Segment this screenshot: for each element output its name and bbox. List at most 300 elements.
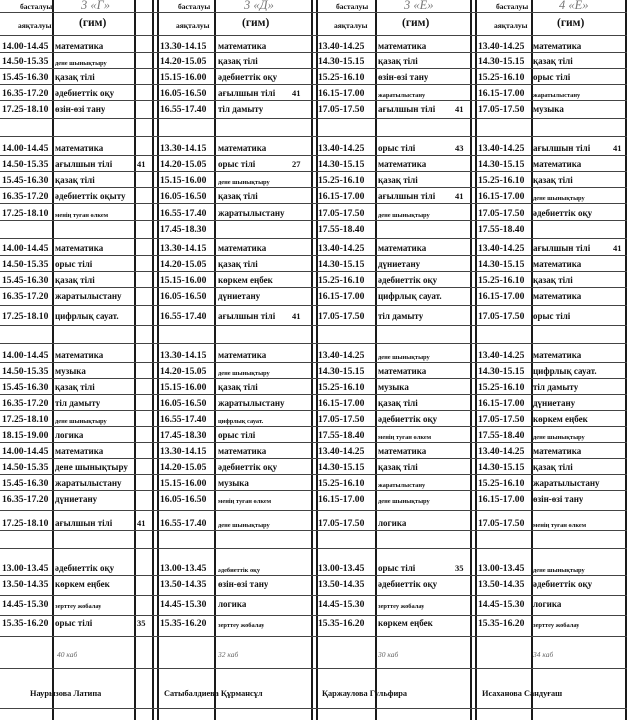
lesson-time: 17.05-17.50 xyxy=(478,311,525,322)
lesson-subject: тіл дамыту xyxy=(55,398,101,408)
lesson-time: 16.05-16.50 xyxy=(160,398,207,409)
lesson-subject: математика xyxy=(55,243,104,253)
grid-vertical-line xyxy=(470,0,472,720)
lesson-subject: әдебиеттік оқу xyxy=(378,579,438,589)
lesson-time: 13.00-13.45 xyxy=(160,563,207,574)
lesson-time: 14.45-15.30 xyxy=(318,599,365,610)
lesson-subject: дене шынықтыру xyxy=(55,462,128,472)
lesson-time: 15.25-16.10 xyxy=(318,382,365,393)
lesson-subject: дүниетану xyxy=(218,291,261,301)
lesson-subject: жаратылыстану xyxy=(55,291,122,301)
grid-horizontal-line xyxy=(0,668,627,669)
cabinet-label: 34 каб xyxy=(533,650,554,659)
lesson-subject: математика xyxy=(533,259,582,269)
lesson-time: 17.55-18.40 xyxy=(478,224,525,235)
lesson-subject: көркем еңбек xyxy=(533,414,588,424)
lesson-time: 14.30-15.15 xyxy=(318,462,365,473)
lesson-subject: дене шынықтыру xyxy=(218,179,270,186)
room-number: 41 xyxy=(292,311,301,321)
lesson-subject: орыс тілі xyxy=(378,143,416,153)
grid-horizontal-line xyxy=(0,271,627,272)
lesson-subject: әдебиеттік оқу xyxy=(55,563,115,573)
lesson-time: 16.05-16.50 xyxy=(160,494,207,505)
grid-horizontal-line xyxy=(0,287,627,288)
lesson-subject: математика xyxy=(218,41,267,51)
lesson-subject: әдебиеттік оқу xyxy=(533,208,593,218)
header-end-label: аяқталуы xyxy=(176,21,210,30)
grid-horizontal-line xyxy=(0,474,627,475)
lesson-subject: қазақ тілі xyxy=(218,382,258,392)
lesson-time: 16.55-17.40 xyxy=(160,311,207,322)
lesson-subject: менің туған өлкем xyxy=(533,522,587,529)
lesson-subject: ағылшын тілі xyxy=(55,159,113,169)
lesson-time: 16.35-17.20 xyxy=(2,291,49,302)
grid-vertical-line xyxy=(375,0,377,720)
lesson-subject: орыс тілі xyxy=(218,159,256,169)
lesson-subject: қазақ тілі xyxy=(218,56,258,66)
grid-horizontal-line xyxy=(0,595,627,596)
lesson-time: 14.30-15.15 xyxy=(478,462,525,473)
lesson-time: 14.30-15.15 xyxy=(478,56,525,67)
lesson-time: 13.00-13.45 xyxy=(2,563,49,574)
lesson-time: 18.15-19.00 xyxy=(2,430,49,441)
lesson-time: 16.55-17.40 xyxy=(160,104,207,115)
header-class-name: 4 «Е» xyxy=(559,0,589,11)
grid-horizontal-line xyxy=(0,510,627,511)
lesson-time: 16.15-17.00 xyxy=(318,398,365,409)
lesson-subject: менің туған өлкем xyxy=(378,434,432,441)
lesson-subject: жаратылыстану xyxy=(533,478,600,488)
lesson-subject: жаратылыстану xyxy=(378,482,426,489)
lesson-subject: қазақ тілі xyxy=(218,191,258,201)
grid-horizontal-line xyxy=(0,394,627,395)
lesson-time: 17.05-17.50 xyxy=(478,104,525,115)
lesson-time: 17.05-17.50 xyxy=(318,104,365,115)
lesson-time: 13.40-14.25 xyxy=(478,41,525,52)
lesson-subject: өзін-өзі тану xyxy=(533,494,584,504)
lesson-subject: көркем еңбек xyxy=(55,579,110,589)
lesson-subject: әдебиеттік оқыту xyxy=(55,191,126,201)
lesson-time: 14.20-15.05 xyxy=(160,159,207,170)
lesson-subject: ағылшын тілі xyxy=(533,243,591,253)
lesson-subject: математика xyxy=(533,350,582,360)
lesson-time: 15.45-16.30 xyxy=(2,478,49,489)
cabinet-label: 30 каб xyxy=(378,650,399,659)
lesson-time: 16.15-17.00 xyxy=(318,191,365,202)
lesson-subject: өзін-өзі тану xyxy=(218,579,269,589)
lesson-subject: математика xyxy=(533,291,582,301)
lesson-time: 16.55-17.40 xyxy=(160,414,207,425)
lesson-time: 16.35-17.20 xyxy=(2,398,49,409)
grid-horizontal-line xyxy=(0,410,627,411)
header-class-name: 3 «Е» xyxy=(404,0,434,11)
room-number: 43 xyxy=(455,143,464,153)
lesson-subject: өзін-өзі тану xyxy=(378,72,429,82)
lesson-subject: әдебиеттік оқу xyxy=(218,567,261,574)
lesson-time: 14.20-15.05 xyxy=(160,462,207,473)
lesson-subject: музыка xyxy=(55,366,86,376)
lesson-time: 13.40-14.25 xyxy=(318,446,365,457)
lesson-subject: цифрлық сауат. xyxy=(55,311,119,321)
lesson-time: 13.40-14.25 xyxy=(318,41,365,52)
lesson-subject: логика xyxy=(218,599,247,609)
lesson-time: 17.05-17.50 xyxy=(478,518,525,529)
lesson-time: 13.30-14.15 xyxy=(160,446,207,457)
lesson-time: 13.40-14.25 xyxy=(318,243,365,254)
lesson-subject: зерттеу жобалау xyxy=(378,603,425,610)
header-start-label: басталуы xyxy=(20,2,53,11)
room-number: 35 xyxy=(455,563,464,573)
lesson-subject: зерттеу жобалау xyxy=(533,622,580,629)
lesson-time: 15.25-16.10 xyxy=(478,478,525,489)
lesson-time: 13.40-14.25 xyxy=(478,350,525,361)
lesson-time: 13.30-14.15 xyxy=(160,41,207,52)
grid-horizontal-line xyxy=(0,305,627,306)
room-number: 35 xyxy=(137,618,146,628)
lesson-subject: дене шынықтыру xyxy=(55,60,107,67)
grid-horizontal-line xyxy=(0,238,627,239)
teacher-name: Қаржаулова Гульфира xyxy=(322,689,407,698)
grid-horizontal-line xyxy=(0,615,627,616)
lesson-time: 13.00-13.45 xyxy=(478,563,525,574)
lesson-subject: дене шынықтыру xyxy=(533,195,585,202)
grid-horizontal-line xyxy=(0,708,627,709)
lesson-subject: ағылшын тілі xyxy=(218,311,276,321)
lesson-time: 16.15-17.00 xyxy=(318,494,365,505)
header-shift-label: (гим) xyxy=(79,18,107,29)
lesson-subject: ағылшын тілі xyxy=(55,518,113,528)
lesson-subject: көркем еңбек xyxy=(218,275,273,285)
lesson-subject: логика xyxy=(55,430,84,440)
room-number: 41 xyxy=(137,518,146,528)
lesson-time: 14.00-14.45 xyxy=(2,41,49,52)
header-start-label: басталуы xyxy=(178,2,211,11)
lesson-subject: дүниетану xyxy=(378,259,421,269)
lesson-time: 17.25-18.10 xyxy=(2,518,49,529)
lesson-time: 14.50-15.35 xyxy=(2,159,49,170)
header-end-label: аяқталуы xyxy=(494,21,528,30)
lesson-subject: орыс тілі xyxy=(378,563,416,573)
lesson-subject: қазақ тілі xyxy=(378,398,418,408)
lesson-subject: музыка xyxy=(218,478,249,488)
lesson-subject: цифрлық сауат. xyxy=(533,366,597,376)
lesson-subject: қазақ тілі xyxy=(378,462,418,472)
cabinet-label: 32 каб xyxy=(218,650,239,659)
lesson-subject: қазақ тілі xyxy=(378,56,418,66)
lesson-subject: жаратылыстану xyxy=(218,208,285,218)
lesson-time: 14.30-15.15 xyxy=(318,159,365,170)
grid-vertical-line xyxy=(625,0,627,720)
room-number: 41 xyxy=(292,88,301,98)
header-class-name: 3 «Г» xyxy=(81,0,110,11)
lesson-subject: әдебиеттік оқу xyxy=(218,462,278,472)
grid-horizontal-line xyxy=(0,35,627,36)
lesson-subject: цифрлық сауат. xyxy=(378,291,442,301)
header-end-label: аяқталуы xyxy=(334,21,368,30)
lesson-subject: дене шынықтыру xyxy=(378,212,430,219)
lesson-time: 16.35-17.20 xyxy=(2,494,49,505)
lesson-subject: әдебиеттік оқу xyxy=(378,414,438,424)
lesson-time: 14.50-15.35 xyxy=(2,462,49,473)
teacher-name: Исаханова Сандуғаш xyxy=(482,689,563,698)
lesson-time: 16.05-16.50 xyxy=(160,88,207,99)
grid-horizontal-line xyxy=(0,548,627,549)
grid-horizontal-line xyxy=(0,84,627,85)
room-number: 41 xyxy=(455,191,464,201)
lesson-time: 14.20-15.05 xyxy=(160,259,207,270)
header-shift-label: (гим) xyxy=(402,18,430,29)
lesson-subject: зерттеу жобалау xyxy=(218,622,265,629)
grid-horizontal-line xyxy=(0,378,627,379)
header-shift-label: (гим) xyxy=(242,18,270,29)
lesson-time: 15.15-16.00 xyxy=(160,478,207,489)
lesson-subject: математика xyxy=(218,143,267,153)
grid-horizontal-line xyxy=(0,171,627,172)
lesson-subject: тіл дамыту xyxy=(533,382,579,392)
lesson-subject: орыс тілі xyxy=(55,259,93,269)
lesson-subject: дене шынықтыру xyxy=(378,354,430,361)
lesson-time: 14.30-15.15 xyxy=(318,259,365,270)
grid-vertical-line xyxy=(134,0,136,720)
lesson-subject: жаратылыстану xyxy=(218,398,285,408)
teacher-name: Наурызова Латипа xyxy=(30,689,102,698)
lesson-time: 14.30-15.15 xyxy=(478,366,525,377)
lesson-time: 16.15-17.00 xyxy=(318,291,365,302)
cabinet-label: 40 каб xyxy=(57,650,78,659)
lesson-subject: орыс тілі xyxy=(218,430,256,440)
lesson-subject: математика xyxy=(533,446,582,456)
lesson-time: 16.55-17.40 xyxy=(160,518,207,529)
lesson-subject: қазақ тілі xyxy=(533,275,573,285)
grid-horizontal-line xyxy=(0,118,627,119)
header-start-label: басталуы xyxy=(336,2,369,11)
lesson-time: 15.25-16.10 xyxy=(478,382,525,393)
lesson-subject: логика xyxy=(378,518,407,528)
grid-horizontal-line xyxy=(0,343,627,344)
lesson-time: 14.00-14.45 xyxy=(2,350,49,361)
lesson-time: 15.15-16.00 xyxy=(160,275,207,286)
teacher-name: Сатыбалдиева Құрмансұл xyxy=(164,689,263,698)
lesson-subject: зерттеу жобалау xyxy=(55,603,102,610)
lesson-subject: менің туған өлкем xyxy=(55,212,109,219)
lesson-time: 16.15-17.00 xyxy=(478,88,525,99)
lesson-time: 13.30-14.15 xyxy=(160,243,207,254)
lesson-time: 13.40-14.25 xyxy=(478,143,525,154)
lesson-time: 17.55-18.40 xyxy=(318,430,365,441)
lesson-subject: математика xyxy=(378,243,427,253)
lesson-subject: математика xyxy=(378,446,427,456)
lesson-time: 17.45-18.30 xyxy=(160,224,207,235)
lesson-subject: жаратылыстану xyxy=(533,92,581,99)
lesson-time: 14.30-15.15 xyxy=(318,56,365,67)
lesson-time: 16.15-17.00 xyxy=(318,88,365,99)
grid-vertical-line xyxy=(52,0,54,720)
lesson-time: 15.15-16.00 xyxy=(160,382,207,393)
lesson-time: 17.05-17.50 xyxy=(318,414,365,425)
lesson-subject: қазақ тілі xyxy=(378,175,418,185)
lesson-subject: математика xyxy=(55,446,104,456)
lesson-subject: дүниетану xyxy=(55,494,98,504)
lesson-time: 17.45-18.30 xyxy=(160,430,207,441)
lesson-time: 16.15-17.00 xyxy=(478,398,525,409)
grid-horizontal-line xyxy=(0,136,627,137)
lesson-time: 16.35-17.20 xyxy=(2,191,49,202)
lesson-time: 17.25-18.10 xyxy=(2,311,49,322)
grid-horizontal-line xyxy=(0,12,627,13)
lesson-subject: ағылшын тілі xyxy=(218,88,276,98)
grid-horizontal-line xyxy=(0,362,627,363)
lesson-time: 15.25-16.10 xyxy=(318,478,365,489)
grid-horizontal-line xyxy=(0,636,627,637)
lesson-time: 13.30-14.15 xyxy=(160,143,207,154)
lesson-subject: ағылшын тілі xyxy=(533,143,591,153)
lesson-time: 14.50-15.35 xyxy=(2,56,49,67)
lesson-subject: қазақ тілі xyxy=(55,275,95,285)
lesson-time: 13.50-14.35 xyxy=(318,579,365,590)
lesson-time: 15.35-16.20 xyxy=(318,618,365,629)
header-shift-label: (гим) xyxy=(557,18,585,29)
room-number: 41 xyxy=(455,104,464,114)
lesson-time: 13.50-14.35 xyxy=(478,579,525,590)
lesson-time: 14.45-15.30 xyxy=(160,599,207,610)
lesson-subject: дене шынықтыру xyxy=(55,418,107,425)
grid-horizontal-line xyxy=(0,325,627,326)
room-number: 27 xyxy=(292,159,301,169)
room-number: 41 xyxy=(613,243,622,253)
grid-horizontal-line xyxy=(0,458,627,459)
lesson-time: 13.00-13.45 xyxy=(318,563,365,574)
lesson-time: 15.25-16.10 xyxy=(318,72,365,83)
lesson-time: 14.50-15.35 xyxy=(2,259,49,270)
lesson-subject: математика xyxy=(218,243,267,253)
lesson-subject: математика xyxy=(218,350,267,360)
lesson-time: 13.40-14.25 xyxy=(318,350,365,361)
lesson-time: 16.15-17.00 xyxy=(478,291,525,302)
lesson-subject: дене шынықтыру xyxy=(533,567,585,574)
lesson-time: 13.30-14.15 xyxy=(160,350,207,361)
lesson-time: 14.00-14.45 xyxy=(2,143,49,154)
lesson-time: 15.25-16.10 xyxy=(478,275,525,286)
lesson-time: 15.25-16.10 xyxy=(478,72,525,83)
lesson-time: 15.15-16.00 xyxy=(160,72,207,83)
lesson-subject: дүниетану xyxy=(533,398,576,408)
grid-horizontal-line xyxy=(0,255,627,256)
lesson-time: 16.35-17.20 xyxy=(2,88,49,99)
lesson-time: 16.55-17.40 xyxy=(160,208,207,219)
lesson-subject: музыка xyxy=(378,382,409,392)
lesson-subject: қазақ тілі xyxy=(218,259,258,269)
lesson-subject: әдебиеттік оқу xyxy=(55,88,115,98)
lesson-subject: менің туған өлкем xyxy=(218,498,272,505)
lesson-time: 13.50-14.35 xyxy=(2,579,49,590)
grid-vertical-line xyxy=(475,0,477,720)
lesson-subject: қазақ тілі xyxy=(55,175,95,185)
lesson-subject: өзін-өзі тану xyxy=(55,104,106,114)
lesson-subject: математика xyxy=(378,366,427,376)
lesson-subject: қазақ тілі xyxy=(533,462,573,472)
lesson-subject: қазақ тілі xyxy=(533,56,573,66)
lesson-subject: ағылшын тілі xyxy=(378,104,436,114)
lesson-subject: логика xyxy=(533,599,562,609)
lesson-subject: цифрлық сауат. xyxy=(218,418,264,425)
lesson-subject: тіл дамыту xyxy=(378,311,424,321)
lesson-time: 15.25-16.10 xyxy=(318,275,365,286)
lesson-time: 17.55-18.40 xyxy=(318,224,365,235)
lesson-subject: орыс тілі xyxy=(533,72,571,82)
lesson-subject: математика xyxy=(533,159,582,169)
lesson-time: 15.45-16.30 xyxy=(2,72,49,83)
lesson-time: 15.35-16.20 xyxy=(2,618,49,629)
lesson-subject: математика xyxy=(378,159,427,169)
header-end-label: аяқталуы xyxy=(18,21,52,30)
room-number: 41 xyxy=(137,159,146,169)
grid-horizontal-line xyxy=(0,490,627,491)
lesson-subject: қазақ тілі xyxy=(55,72,95,82)
lesson-subject: тіл дамыту xyxy=(218,104,264,114)
grid-horizontal-line xyxy=(0,52,627,53)
lesson-time: 15.25-16.10 xyxy=(318,175,365,186)
lesson-subject: дене шынықтыру xyxy=(218,370,270,377)
lesson-time: 17.05-17.50 xyxy=(318,311,365,322)
grid-vertical-line xyxy=(157,0,159,720)
lesson-time: 14.30-15.15 xyxy=(478,259,525,270)
lesson-time: 17.05-17.50 xyxy=(318,208,365,219)
grid-vertical-line xyxy=(214,0,216,720)
lesson-time: 15.15-16.00 xyxy=(160,175,207,186)
lesson-time: 16.15-17.00 xyxy=(478,191,525,202)
lesson-time: 14.00-14.45 xyxy=(2,243,49,254)
lesson-time: 13.50-14.35 xyxy=(160,579,207,590)
lesson-time: 14.00-14.45 xyxy=(2,446,49,457)
lesson-subject: математика xyxy=(378,41,427,51)
lesson-time: 15.35-16.20 xyxy=(478,618,525,629)
lesson-subject: әдебиеттік оқу xyxy=(533,579,593,589)
lesson-time: 16.15-17.00 xyxy=(478,494,525,505)
lesson-time: 14.45-15.30 xyxy=(2,599,49,610)
lesson-time: 14.30-15.15 xyxy=(478,159,525,170)
header-start-label: басталуы xyxy=(496,2,529,11)
lesson-subject: музыка xyxy=(533,104,564,114)
grid-vertical-line xyxy=(152,0,154,720)
lesson-time: 17.05-17.50 xyxy=(318,518,365,529)
lesson-subject: математика xyxy=(533,41,582,51)
lesson-time: 13.40-14.25 xyxy=(478,446,525,457)
lesson-subject: көркем еңбек xyxy=(378,618,433,628)
lesson-subject: дене шынықтыру xyxy=(218,522,270,529)
lesson-time: 14.20-15.05 xyxy=(160,56,207,67)
lesson-subject: қазақ тілі xyxy=(55,382,95,392)
lesson-time: 13.40-14.25 xyxy=(478,243,525,254)
lesson-subject: әдебиеттік оқу xyxy=(218,72,278,82)
lesson-time: 15.45-16.30 xyxy=(2,275,49,286)
lesson-time: 17.05-17.50 xyxy=(478,208,525,219)
grid-vertical-line xyxy=(311,0,313,720)
lesson-subject: математика xyxy=(218,446,267,456)
lesson-time: 15.45-16.30 xyxy=(2,175,49,186)
lesson-subject: дене шынықтыру xyxy=(533,434,585,441)
lesson-time: 16.05-16.50 xyxy=(160,291,207,302)
lesson-subject: математика xyxy=(55,350,104,360)
grid-horizontal-line xyxy=(0,187,627,188)
lesson-subject: жаратылыстану xyxy=(55,478,122,488)
lesson-time: 17.25-18.10 xyxy=(2,414,49,425)
lesson-time: 17.05-17.50 xyxy=(478,414,525,425)
lesson-subject: әдебиеттік оқу xyxy=(378,275,438,285)
lesson-subject: математика xyxy=(55,143,104,153)
lesson-time: 15.35-16.20 xyxy=(160,618,207,629)
lesson-subject: дене шынықтыру xyxy=(378,498,430,505)
lesson-subject: қазақ тілі xyxy=(533,175,573,185)
